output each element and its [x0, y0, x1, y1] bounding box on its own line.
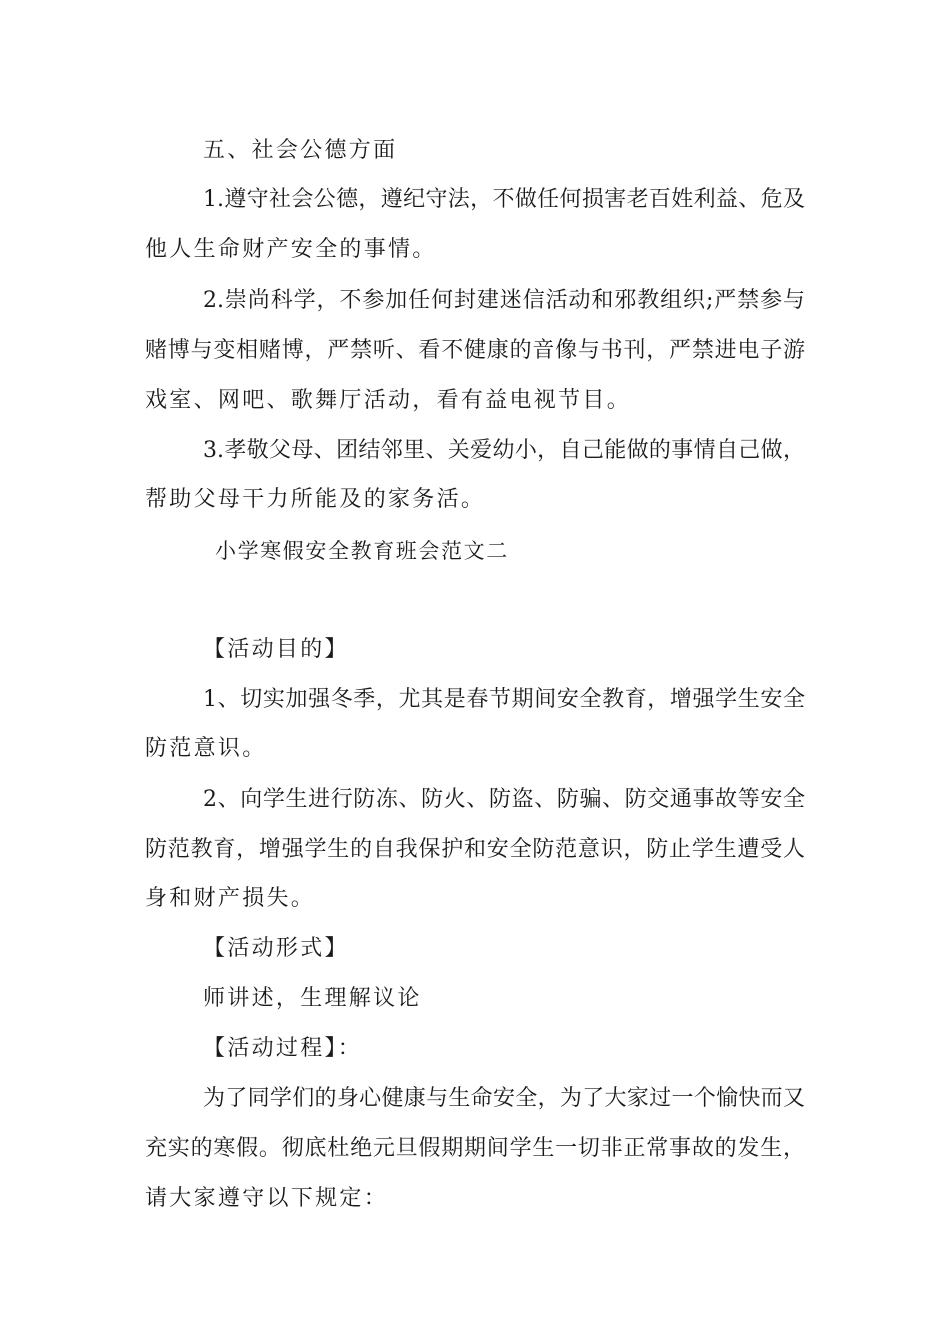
- paragraph-line: 1、切实加强冬季，尤其是春节期间安全教育，增强学生安全: [203, 687, 805, 712]
- paragraph-line: 身和财产损失。: [145, 886, 316, 911]
- heading-purpose: 【活动目的】: [203, 637, 349, 662]
- paragraph-line: 充实的寒假。彻底杜绝元旦假期期间学生一切非正常事故的发生，: [145, 1136, 805, 1161]
- heading-form: 【活动形式】: [203, 936, 349, 961]
- paragraph-line: 他人生命财产安全的事情。: [145, 237, 437, 262]
- heading-process: 【活动过程】：: [203, 1036, 363, 1061]
- paragraph-line: 帮助父母干力所能及的家务活。: [145, 487, 486, 512]
- paragraph-line: 戏室、网吧、歌舞厅活动，看有益电视节目。: [145, 388, 632, 413]
- paragraph-line: 3.孝敬父母、团结邻里、关爱幼小，自己能做的事情自己做，: [203, 438, 805, 463]
- paragraph-line: 防范教育，增强学生的自我保护和安全防范意识，防止学生遭受人: [145, 837, 805, 862]
- paragraph-line: 为了同学们的身心健康与生命安全，为了大家过一个愉快而又: [203, 1086, 805, 1111]
- heading-social-morality: 五、社会公德方面: [203, 138, 398, 163]
- paragraph-line: 请大家遵守以下规定：: [145, 1186, 389, 1211]
- section-title: 小学寒假安全教育班会范文二: [215, 539, 509, 563]
- paragraph-line: 2.崇尚科学，不参加任何封建迷信活动和邪教组织;严禁参与: [203, 288, 805, 313]
- paragraph-line: 防范意识。: [145, 736, 267, 761]
- paragraph-line: 师讲述，生理解议论: [203, 986, 422, 1011]
- paragraph-line: 赌博与变相赌博，严禁听、看不健康的音像与书刊，严禁进电子游: [145, 338, 805, 363]
- paragraph-line: 2、向学生进行防冻、防火、防盗、防骗、防交通事故等安全: [203, 787, 805, 812]
- paragraph-line: 1.遵守社会公德，遵纪守法，不做任何损害老百姓利益、危及: [203, 187, 805, 212]
